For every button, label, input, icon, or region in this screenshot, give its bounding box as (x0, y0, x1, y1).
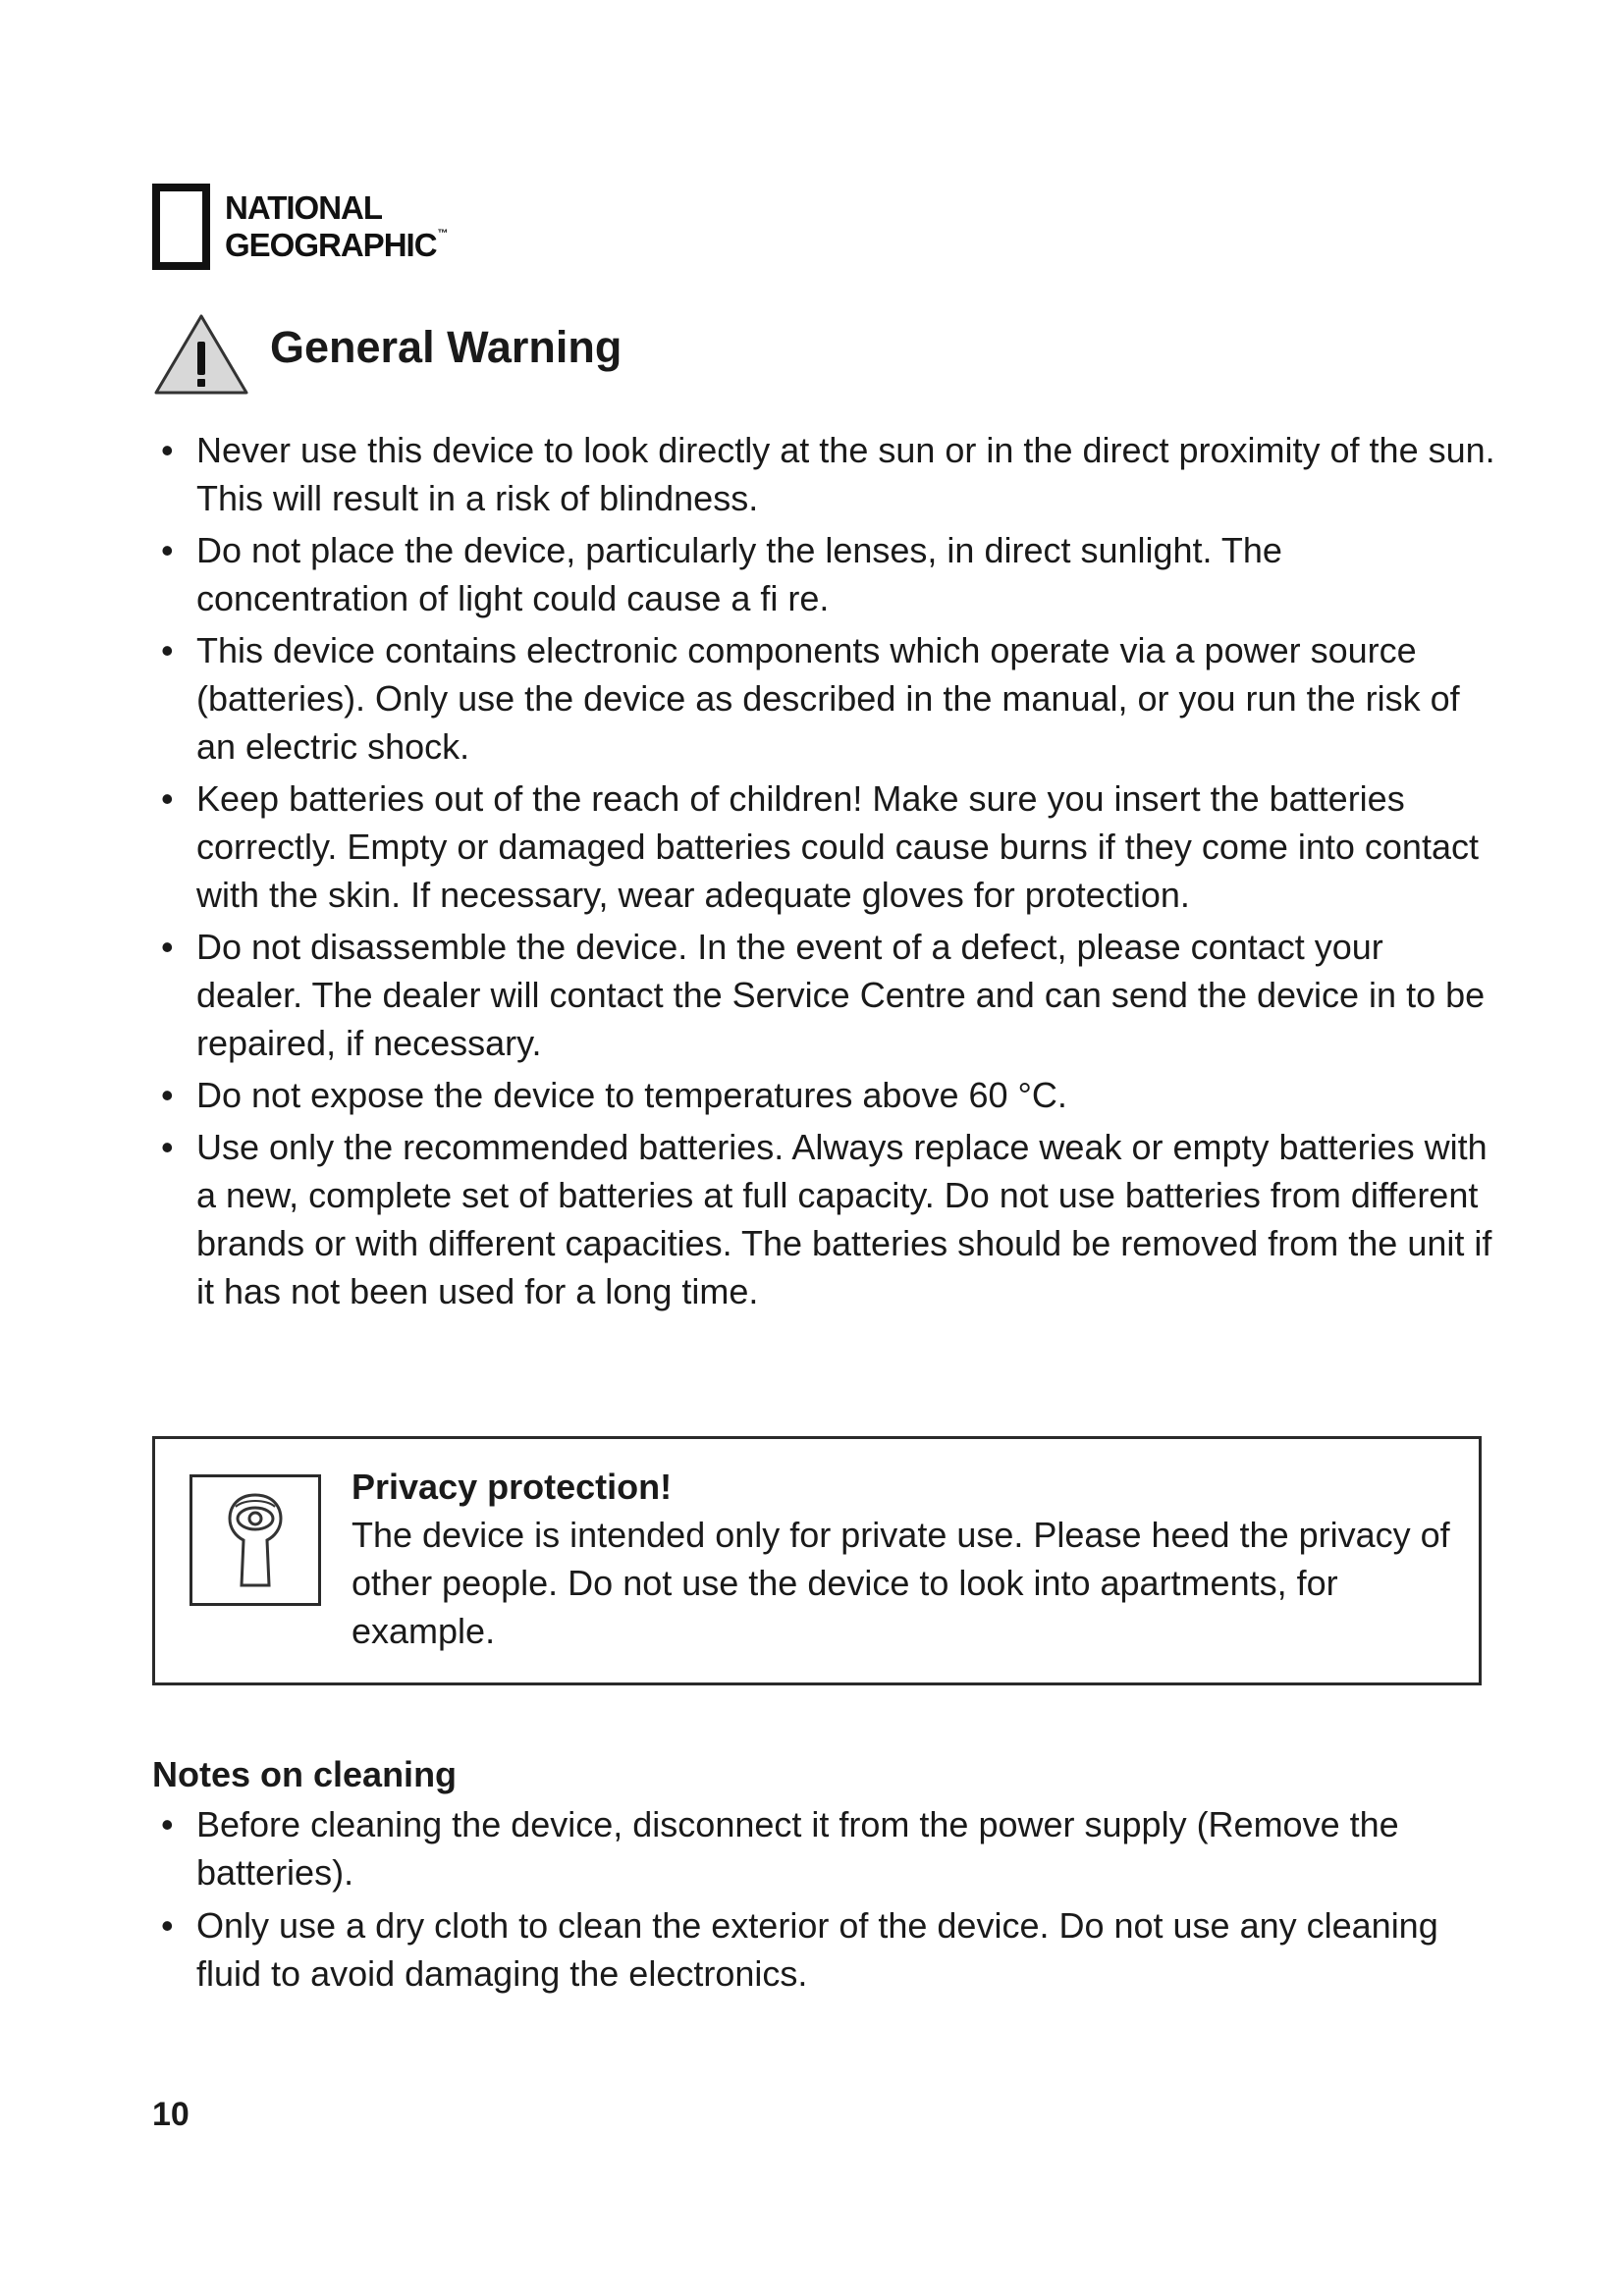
list-item: • Only use a dry cloth to clean the exterior of the device. Do not use any cleaning fluid to avoid damaging the electronics. (152, 1901, 1497, 1998)
list-item: • Do not expose the device to temperatures above 60 °C. (152, 1071, 1497, 1119)
trademark-mark: ™ (437, 228, 448, 240)
list-item: • Before cleaning the device, disconnect it from the power supply (Remove the batteries). (152, 1800, 1497, 1896)
national-geographic-logo (152, 184, 476, 272)
list-item: • Use only the recommended batteries. Always replace weak or empty batteries with a new, complete set of batteries at full capacity. Do not use batteries from different brands or with different capacities. The batteries should be removed from the unit if it has not been used for a long time. (152, 1123, 1497, 1315)
general-warning-list (152, 426, 1497, 1319)
warning-triangle-icon (152, 312, 250, 397)
list-item: • Do not place the device, particularly the lenses, in direct sunlight. The concentration of light could cause a fi re. (152, 526, 1497, 622)
list-item: • Never use this device to look directly at the sun or in the direct proximity of the sun. This will result in a risk of blindness. (152, 426, 1497, 522)
page-number: 10 (152, 2096, 189, 2133)
general-warning-heading (152, 312, 622, 395)
cleaning-notes-list (152, 1800, 1497, 2002)
list-item: • This device contains electronic components which operate via a power source (batteries). Only use the device as described in the manual, or you run the risk of an electric shock. (152, 626, 1497, 771)
list-item: • Keep batteries out of the reach of children! Make sure you insert the batteries correctly. Empty or damaged batteries could cause burns if they come into contact with the skin. If necessary, wear adequate gloves for protection. (152, 774, 1497, 919)
privacy-body: The device is intended only for private use. Please heed the privacy of other people. Do not use the device to look into apartments, for example. (352, 1515, 1450, 1651)
privacy-title: Privacy protection! (352, 1467, 673, 1507)
keyhole-eye-icon (189, 1474, 321, 1606)
cleaning-notes-title: Notes on cleaning (152, 1754, 458, 1794)
logo-line-1: NATIONAL (225, 189, 383, 226)
general-warning-title: General Warning (270, 322, 623, 372)
privacy-notice-box (152, 1436, 1482, 1685)
list-item: • Do not disassemble the device. In the event of a defect, please contact your dealer. The dealer will contact the Service Centre and can send the device in to be repaired, if necessary. (152, 923, 1497, 1067)
privacy-text (352, 1463, 1451, 1655)
logo-line-2: GEOGRAPHIC™ (225, 227, 448, 263)
